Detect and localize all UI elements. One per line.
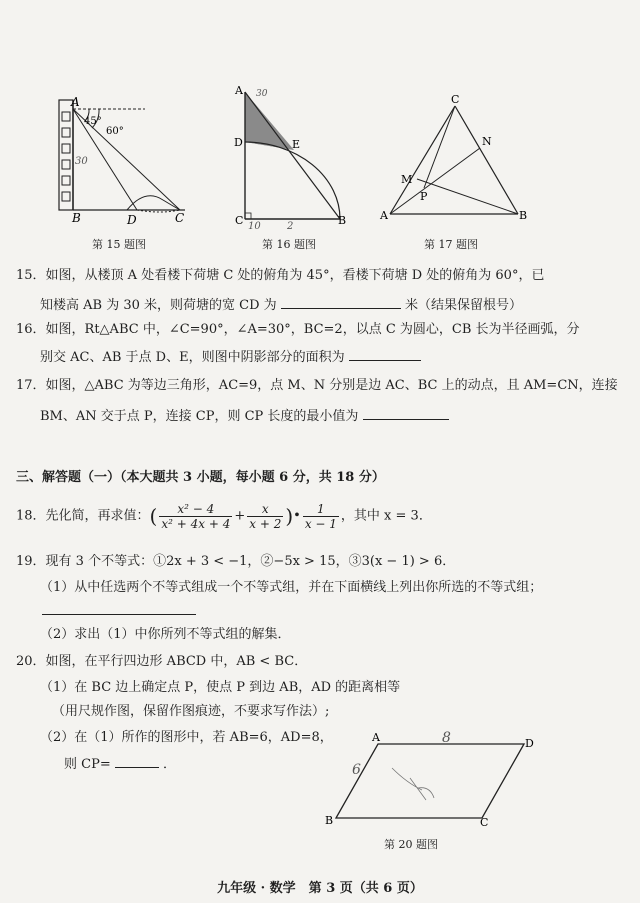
q20-answer-blank[interactable] (115, 755, 159, 768)
q16-line1: 16．如图，Rt△ABC 中，∠C=90°，∠A=30°，BC=2，以点 C 为圆心，CB 长为半径画弧，分 (16, 322, 580, 337)
fig20-handwritten-6: 6 (352, 762, 361, 778)
fig17-label-m: M (401, 173, 413, 186)
q19-answer-blank[interactable] (42, 602, 196, 615)
q16-answer-blank[interactable] (349, 348, 421, 361)
fig15-angle-60: 60° (106, 126, 124, 137)
q18-plus: + (234, 508, 246, 524)
figure-20-caption: 第 20 题图 (384, 838, 438, 851)
fig20-label-d: D (525, 737, 534, 750)
page-footer: 九年级 · 数学 第 3 页（共 6 页） (217, 881, 423, 896)
fig16-label-b: B (338, 214, 347, 227)
fig16-handwritten-mid: 2 (287, 221, 294, 232)
q18-f1-denominator: x² + 4x + 4 (161, 516, 231, 531)
q18-fraction-2 (247, 502, 283, 531)
q18-fraction-1 (159, 502, 232, 531)
q15-line2-text: 知楼高 AB 为 30 米，则荷塘的宽 CD 为 (40, 298, 277, 313)
figure-15 (55, 90, 205, 225)
q19-part1: （1）从中任选两个不等式组成一个不等式组，并在下面横线上列出你所选的不等式组； (40, 580, 543, 595)
q15-line1: 15．如图，从楼顶 A 处看楼下荷塘 C 处的俯角为 45°，看楼下荷塘 D 处的俯角为 60°，已 (16, 268, 545, 283)
fig20-label-b: B (325, 814, 334, 827)
fig20-handwritten-8: 8 (442, 730, 451, 746)
fig16-handwritten-top: 30 (256, 89, 268, 99)
figure-20 (322, 728, 542, 828)
fig17-label-n: N (482, 135, 492, 148)
q20-line1: 20．如图，在平行四边形 ABCD 中，AB < BC． (16, 654, 308, 669)
fig17-label-p: P (420, 190, 428, 203)
q18-f2-denominator: x + 2 (249, 516, 282, 531)
fig15-handwritten-30: 30 (75, 156, 88, 167)
fig16-label-d: D (234, 136, 243, 149)
figure-15-caption: 第 15 题图 (92, 238, 146, 251)
fig15-angle-45: 45° (84, 116, 102, 127)
figure-17 (375, 92, 535, 227)
fig15-label-a: A (71, 95, 80, 109)
q20-part2b (64, 755, 176, 773)
q16-line2-text: 别交 AC、AB 于点 D、E，则图中阴影部分的面积为 (40, 350, 345, 365)
figure-16 (232, 82, 352, 232)
q20-part1a: （1）在 BC 边上确定点 P，使点 P 到边 AB，AD 的距离相等 (40, 680, 401, 695)
q20-cp-label: 则 CP= (64, 757, 111, 772)
fig17-label-a: A (380, 209, 388, 222)
q18-suffix: ，其中 x = 3． (340, 508, 432, 524)
fig20-label-a: A (372, 731, 380, 744)
fig16-label-a: A (235, 84, 243, 97)
fig15-label-d: D (127, 213, 137, 225)
q18-f2-numerator: x (247, 502, 283, 517)
fig16-label-e: E (292, 138, 301, 151)
q15-line2 (40, 296, 522, 314)
fig15-label-c: C (175, 211, 185, 225)
q18-f3-denominator: x − 1 (304, 516, 337, 531)
q18-f1-numerator: x² − 4 (159, 502, 232, 517)
q18-f3-numerator: 1 (303, 502, 339, 517)
building (59, 100, 73, 210)
fig16-handwritten-left: 10 (248, 221, 261, 232)
figure-17-caption: 第 17 题图 (424, 238, 478, 251)
q15-answer-blank[interactable] (281, 296, 401, 309)
q17-line2-text: BM、AN 交于点 P，连接 CP，则 CP 长度的最小值为 (40, 409, 359, 424)
q17-answer-blank[interactable] (363, 407, 449, 420)
q19-part2: （2）求出（1）中你所列不等式组的解集． (40, 627, 291, 642)
q15-line2-suffix: 米（结果保留根号） (404, 298, 522, 313)
figure-16-caption: 第 16 题图 (262, 238, 316, 251)
q20-period: ． (163, 757, 177, 772)
q16-line2 (40, 348, 421, 366)
q20-part1b: （用尺规作图，保留作图痕迹，不要求写作法）; (52, 704, 330, 719)
section-heading: 三、解答题（一）（本大题共 3 小题，每小题 6 分，共 18 分） (16, 470, 385, 485)
q19-line1: 19．现有 3 个不等式：①2x + 3 < −1，②−5x > 15，③3(x − 1) > 6． (16, 554, 456, 569)
fig16-label-c: C (235, 214, 244, 227)
q20-part2a: （2）在（1）所作的图形中，若 AB=6，AD=8， (40, 730, 333, 745)
fig15-label-b: B (72, 211, 81, 225)
q17-line1: 17．如图，△ABC 为等边三角形，AC=9，点 M、N 分别是边 AC、BC 上的动点，且 AM=CN，连接 (16, 378, 618, 393)
q17-line2 (40, 407, 449, 425)
fig17-label-b: B (519, 209, 528, 222)
q18-fraction-3 (303, 502, 339, 531)
q18-prefix: 18．先化简，再求值： (16, 508, 150, 524)
q18-expression: 18．先化简，再求值：( $\frac{\text{x² − 4}}{\text{x² + 4x + 4}}$ + $\frac{x}{x + 2}$ )• $\frac{1}{x - 1}$ ，其中 x = 3． (16, 501, 432, 531)
fig20-label-c: C (480, 816, 489, 828)
fig17-label-c: C (451, 93, 460, 106)
q18-dot: • (293, 508, 301, 524)
